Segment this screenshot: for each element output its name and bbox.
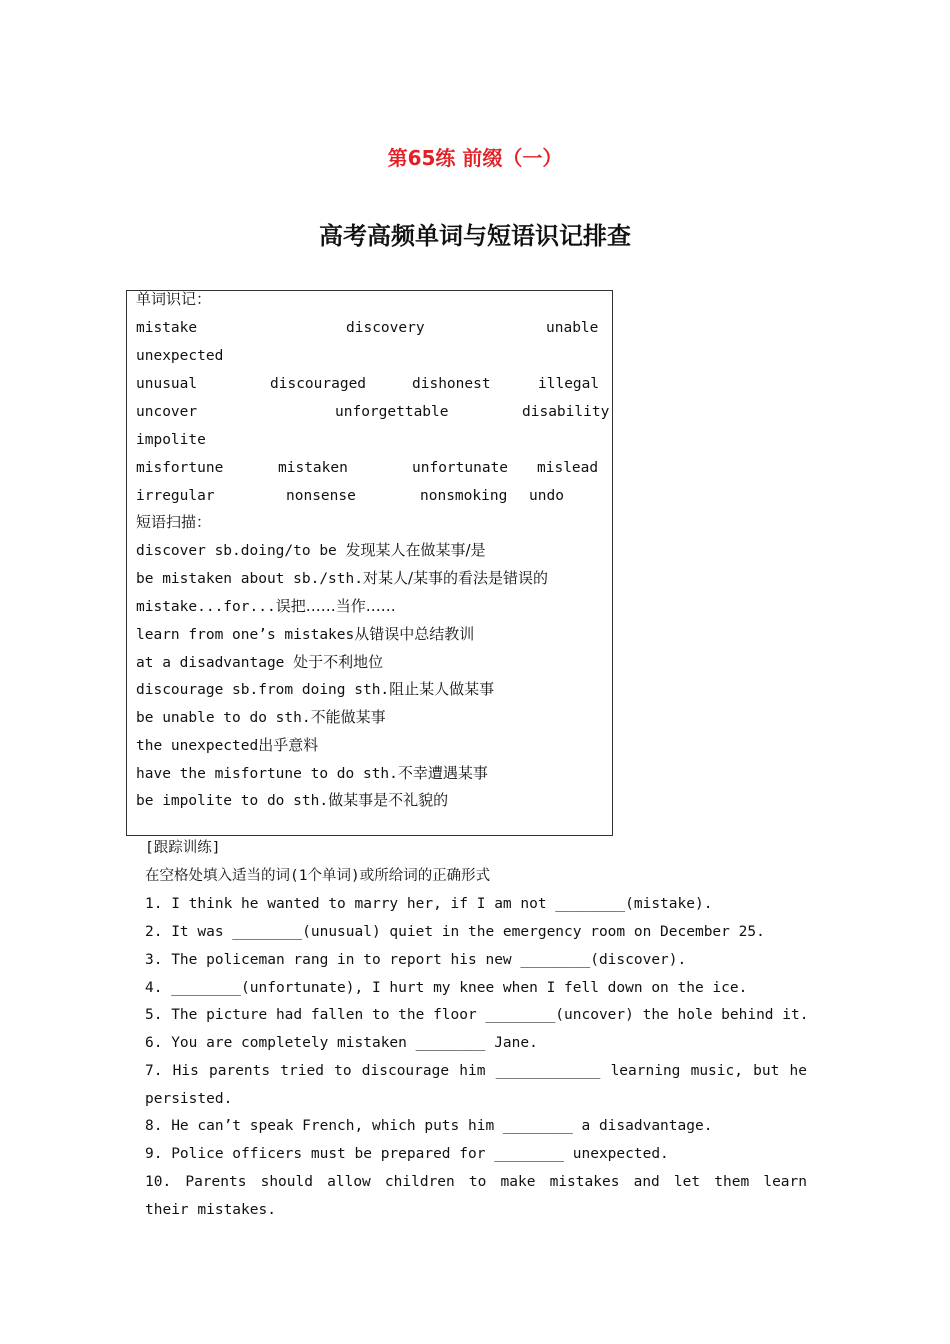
phrase-en: mistake...for... bbox=[136, 599, 276, 615]
phrase-zh: 不能做某事 bbox=[310, 708, 386, 726]
phrase-en: discourage sb.from doing sth. bbox=[136, 682, 390, 698]
exercise-item: 4. ________(unfortunate), I hurt my knee when I fell down on the ice. bbox=[145, 980, 748, 996]
phrase-en: be impolite to do sth. bbox=[136, 793, 329, 809]
word: nonsense bbox=[286, 488, 356, 504]
exercise-item: 6. You are completely mistaken ________ Jane. bbox=[145, 1035, 538, 1051]
word: mistaken bbox=[278, 460, 348, 476]
phrase-item bbox=[136, 597, 396, 616]
word: unfortunate bbox=[412, 460, 509, 476]
phrase-zh: 发现某人在做某事/是 bbox=[345, 541, 486, 559]
practice-instruction: 在空格处填入适当的词(1个单词)或所给词的正确形式 bbox=[145, 868, 491, 884]
phrase-item bbox=[136, 736, 318, 755]
phrase-zh: 误把……当作…… bbox=[275, 597, 396, 615]
phrase-en: discover sb.doing/to be bbox=[136, 543, 346, 559]
phrase-item bbox=[136, 653, 383, 672]
phrases-heading: 短语扫描： bbox=[136, 513, 212, 531]
exercise-item: 3. The policeman rang in to report his new ________(discover). bbox=[145, 952, 687, 968]
phrase-en: the unexpected bbox=[136, 738, 259, 754]
exercise-item: 5. The picture had fallen to the floor ________(uncover) the hole behind it. bbox=[145, 1007, 809, 1023]
phrase-zh: 阻止某人做某事 bbox=[389, 680, 495, 698]
phrase-en: have the misfortune to do sth. bbox=[136, 766, 398, 782]
phrase-item bbox=[136, 541, 486, 560]
exercise-item: 9. Police officers must be prepared for ________ unexpected. bbox=[145, 1146, 669, 1162]
word: irregular bbox=[136, 488, 215, 504]
phrase-en: at a disadvantage bbox=[136, 655, 294, 671]
page-title: 第65练 前缀（一） bbox=[387, 146, 563, 170]
phrase-zh: 对某人/某事的看法是错误的 bbox=[362, 569, 549, 587]
word: unusual bbox=[136, 376, 198, 392]
word: uncover bbox=[136, 404, 198, 420]
word: mislead bbox=[537, 460, 599, 476]
word: unexpected bbox=[136, 348, 224, 364]
word: nonsmoking bbox=[420, 488, 508, 504]
exercise-item: 7. His parents tried to discourage him ____________ learning music, but he bbox=[145, 1063, 807, 1079]
phrase-item bbox=[136, 708, 386, 727]
phrase-item bbox=[136, 569, 548, 588]
phrase-zh: 做某事是不礼貌的 bbox=[328, 791, 449, 809]
phrase-zh: 不幸遭遇某事 bbox=[397, 764, 488, 782]
exercise-item: 2. It was ________(unusual) quiet in the emergency room on December 25. bbox=[145, 924, 765, 940]
word: misfortune bbox=[136, 460, 224, 476]
word: unforgettable bbox=[335, 404, 449, 420]
phrase-zh: 出乎意料 bbox=[258, 736, 319, 754]
word: impolite bbox=[136, 432, 206, 448]
phrase-item bbox=[136, 680, 494, 699]
word: discouraged bbox=[270, 376, 367, 392]
phrase-en: be unable to do sth. bbox=[136, 710, 311, 726]
phrase-en: learn from one’s mistakes bbox=[136, 627, 355, 643]
word: disability bbox=[522, 404, 610, 420]
word: undo bbox=[529, 488, 564, 504]
phrase-en: be mistaken about sb./sth. bbox=[136, 571, 363, 587]
word: discovery bbox=[346, 320, 425, 336]
phrase-item bbox=[136, 791, 448, 810]
section-title: 高考高频单词与短语识记排查 bbox=[319, 222, 631, 250]
exercise-item: 1. I think he wanted to marry her, if I am not ________(mistake). bbox=[145, 896, 713, 912]
exercise-item: 10. Parents should allow children to make mistakes and let them learn bbox=[145, 1174, 807, 1190]
word: mistake bbox=[136, 320, 198, 336]
word: dishonest bbox=[412, 376, 491, 392]
phrase-zh: 从错误中总结教训 bbox=[354, 625, 475, 643]
exercise-item-continued: their mistakes. bbox=[145, 1202, 276, 1218]
phrase-item bbox=[136, 764, 488, 783]
exercise-item-continued: persisted. bbox=[145, 1091, 233, 1107]
word: illegal bbox=[538, 376, 600, 392]
word: unable bbox=[546, 320, 599, 336]
exercise-item: 8. He can’t speak French, which puts him ________ a disadvantage. bbox=[145, 1118, 713, 1134]
practice-heading: [跟踪训练] bbox=[145, 840, 221, 856]
phrase-item bbox=[136, 625, 474, 644]
words-heading: 单词识记： bbox=[136, 290, 212, 308]
phrase-zh: 处于不利地位 bbox=[293, 653, 384, 671]
